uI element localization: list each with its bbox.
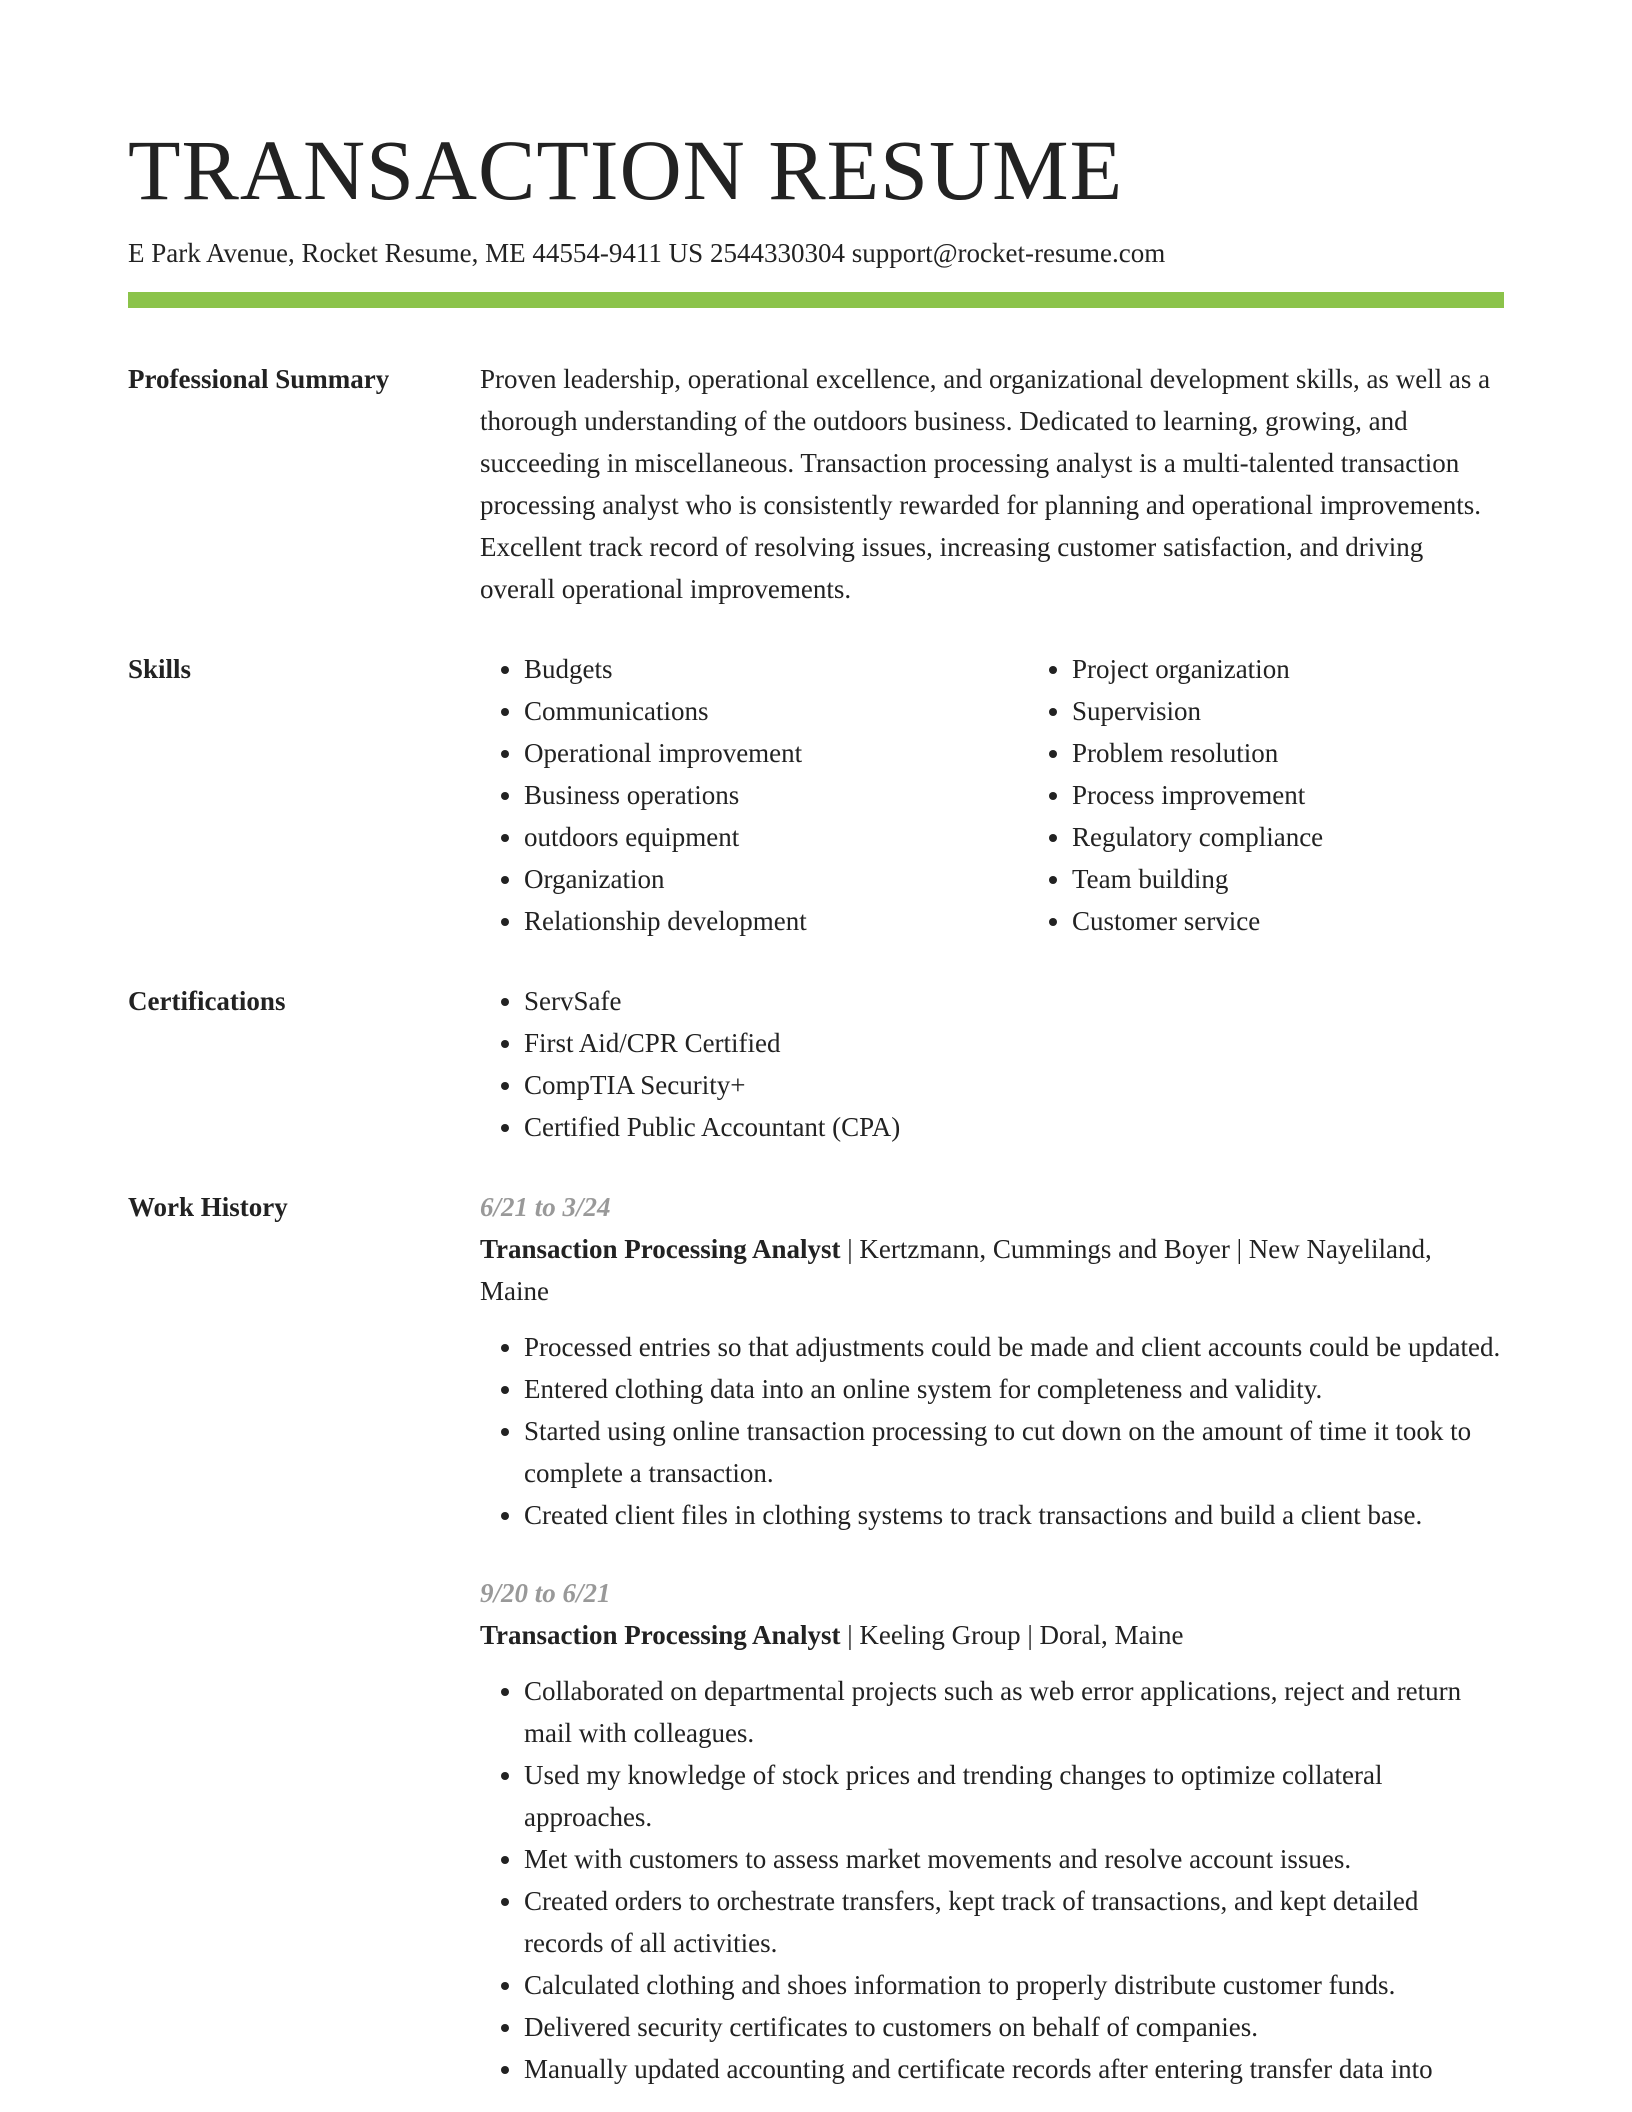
job-details: | Keeling Group | Doral, Maine: [840, 1620, 1184, 1650]
job-details: | Kertzmann, Cummings and Boyer | New Nayeliland, Maine: [480, 1234, 1432, 1306]
summary-section: [128, 358, 1504, 610]
certification-item: • First Aid/CPR Certified: [524, 1022, 1504, 1064]
skill-item: • Communications: [524, 690, 1028, 732]
summary-text: Proven leadership, operational excellence, and organizational development skills, as well as a thorough understanding of the outdoors business. Dedicated to learning, growing, and succeeding in miscellaneous. Transaction processing analyst is a multi-talented transaction processing analyst who is consistently rewarded for planning and operational improvements. Excellent track record of resolving issues, increasing customer satisfaction, and driving overall operational improvements.: [480, 364, 1491, 604]
skill-item: • Operational improvement: [524, 732, 1028, 774]
job-bullet: • Used my knowledge of stock prices and trending changes to optimize collateral approaches.: [524, 1754, 1504, 1838]
skill-item: • Organization: [524, 858, 1028, 900]
job-bullet: • Started using online transaction processing to cut down on the amount of time it took to complete a transaction.: [524, 1410, 1504, 1494]
skills-columns: [480, 648, 1576, 942]
job-title-line: [480, 1228, 1504, 1312]
job-bullets: [480, 1326, 1504, 1536]
certification-item: • CompTIA Security+: [524, 1064, 1504, 1106]
work-history-body: [480, 1186, 1504, 2090]
certification-item: • ServSafe: [524, 980, 1504, 1022]
skills-column-1: [480, 648, 1028, 942]
skill-item: • outdoors equipment: [524, 816, 1028, 858]
job-bullet: • Created orders to orchestrate transfers, kept track of transactions, and kept detailed records of all activities.: [524, 1880, 1504, 1964]
header-divider: [128, 292, 1504, 308]
skills-section: [128, 648, 1504, 942]
job-bullet: • Created client files in clothing systems to track transactions and build a client base.: [524, 1494, 1504, 1536]
section-label-work-history: Work History: [128, 1192, 288, 1222]
skills-column-2: [1028, 648, 1576, 942]
job-bullet: • Delivered security certificates to customers on behalf of companies.: [524, 2006, 1504, 2048]
job-entry: [480, 1186, 1504, 1536]
job-dates: 9/20 to 6/21: [480, 1578, 611, 1608]
job-bullet: • Collaborated on departmental projects such as web error applications, reject and return mail with colleagues.: [524, 1670, 1504, 1754]
contact-phone: 2544330304: [709, 238, 852, 268]
skill-item: • Process improvement: [1072, 774, 1576, 816]
certifications-list: [480, 980, 1504, 1148]
certifications-section: [128, 980, 1504, 1148]
certification-item: • Certified Public Accountant (CPA): [524, 1106, 1504, 1148]
job-bullet: • Manually updated accounting and certificate records after entering transfer data into: [524, 2048, 1504, 2090]
skill-item: • Problem resolution: [1072, 732, 1576, 774]
job-dates: 6/21 to 3/24: [480, 1192, 611, 1222]
job-bullet: • Met with customers to assess market movements and resolve account issues.: [524, 1838, 1504, 1880]
section-label-certifications: Certifications: [128, 986, 286, 1016]
job-title: Transaction Processing Analyst: [480, 1620, 841, 1650]
job-bullet: • Processed entries so that adjustments could be made and client accounts could be updated.: [524, 1326, 1504, 1368]
skill-item: • Project organization: [1072, 648, 1576, 690]
skill-item: • Relationship development: [524, 900, 1028, 942]
skills-body: [480, 648, 1576, 942]
job-title: Transaction Processing Analyst: [480, 1234, 841, 1264]
skill-item: • Business operations: [524, 774, 1028, 816]
job-title-line: [480, 1614, 1504, 1656]
summary-body: [480, 358, 1504, 610]
skill-item: • Customer service: [1072, 900, 1576, 942]
contact-email: support@rocket-resume.com: [851, 238, 1166, 268]
job-bullet: • Calculated clothing and shoes information to properly distribute customer funds.: [524, 1964, 1504, 2006]
contact-address: E Park Avenue, Rocket Resume, ME 44554-9411 US: [128, 238, 710, 268]
work-history-section: [128, 1186, 1504, 2090]
skill-item: • Regulatory compliance: [1072, 816, 1576, 858]
section-label-skills: Skills: [128, 654, 192, 684]
job-bullet: • Entered clothing data into an online system for completeness and validity.: [524, 1368, 1504, 1410]
section-label-summary: Professional Summary: [128, 364, 390, 394]
job-entry: [480, 1572, 1504, 2090]
contact-line: [128, 236, 1504, 270]
skill-item: • Team building: [1072, 858, 1576, 900]
skill-item: • Budgets: [524, 648, 1028, 690]
resume-title: TRANSACTION RESUME: [128, 122, 1124, 218]
job-bullets: [480, 1670, 1504, 2090]
skill-item: • Supervision: [1072, 690, 1576, 732]
certifications-body: [480, 980, 1504, 1148]
